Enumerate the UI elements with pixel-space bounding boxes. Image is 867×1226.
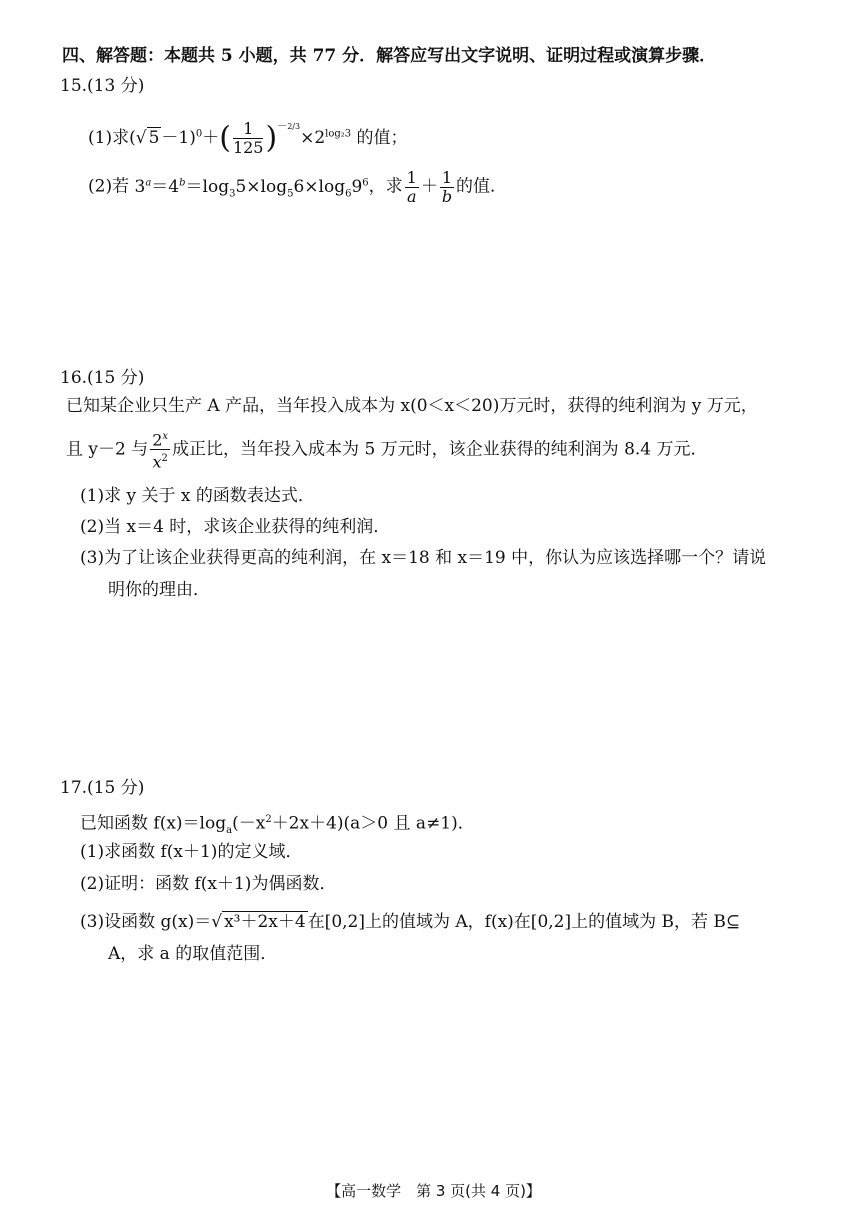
q17-part3-radicand: x³＋2x＋4 — [224, 912, 306, 932]
q16-score: (15 分) — [87, 368, 145, 388]
q15-part2: (2)若 $3^a=4^b=\log_35\times\log_56\times\log_69^6$，求 $\frac{1}{a}$ ＋ $\frac{1}{b}$ 的值． — [88, 167, 508, 206]
q17-stem-c: ＋2x＋4)(a＞0 且 a≠1)． — [271, 813, 475, 834]
q15-part2-mid: ，求 — [368, 176, 403, 197]
q15-part1-expr: (√ 5 －1)$^0$＋( $\frac{1}{125}$ )$^{-2/3}\times 2^{log_23}$ — [129, 119, 352, 157]
q17-header — [60, 776, 144, 800]
q15-number: 15. — [60, 76, 88, 96]
q17-stem — [80, 808, 475, 843]
q16-number: 16. — [60, 368, 88, 388]
q16-stem-part-b: 成正比，当年投入成本为 5 万元时，该企业获得的纯利润为 8.4 万元． — [172, 439, 708, 460]
page-footer: 【高一数学 第 3 页(共 4 页)】 — [326, 1182, 541, 1200]
q17-stem-sup: 2 — [265, 814, 272, 825]
q17-stem-sub: a — [226, 825, 233, 837]
q16-part1: (1)求 y 关于 x 的函数表达式． — [80, 486, 315, 506]
q15-frac-1b: $\frac{1}{b}$ — [441, 167, 453, 206]
section-header: 四、解答题：本题共 5 小题，共 77 分．解答应写出文字说明、证明过程或演算步骤． — [62, 46, 717, 66]
q16-stem-line1: 已知某企业只生产 A 产品，当年投入成本为 x(0＜x＜20)万元时，获得的纯利润为 y 万元， — [66, 396, 758, 416]
q15-part1-label: (1)求 — [88, 128, 130, 148]
q15-frac-1a: $\frac{1}{a}$ — [406, 167, 417, 206]
q16-part3-line1: (3)为了让该企业获得更高的纯利润，在 x＝18 和 x＝19 中，你认为应该选择哪一个？请说 — [80, 548, 767, 568]
q16-part3-line2: 明你的理由． — [108, 580, 210, 600]
q17-part3-pre: (3)设函数 g(x)＝ — [80, 912, 212, 932]
q16-header — [60, 366, 144, 390]
q17-part3-line2: A，求 a 的取值范围． — [108, 944, 278, 964]
q15-part2-expr: $3^a=4^b=\log_35\times\log_56\times\log_69^6$ — [134, 176, 369, 200]
q16-part2: (2)当 x＝4 时，求该企业获得的纯利润． — [80, 517, 391, 537]
q17-number: 17. — [60, 778, 88, 798]
q17-part1: (1)求函数 f(x＋1)的定义域． — [80, 842, 303, 862]
q17-score: (15 分) — [87, 778, 145, 798]
q17-part3-post: 在[0,2]上的值域为 A，f(x)在[0,2]上的值域为 B，若 B⊆ — [307, 912, 741, 932]
q15-part2-label: (2)若 — [88, 176, 130, 197]
q15-part2-tail: 的值． — [456, 176, 508, 197]
q17-stem-b: (－x — [232, 813, 266, 834]
q15-part1 — [88, 110, 408, 157]
q15-header — [60, 74, 144, 98]
q15-part1-tail: 的值； — [356, 128, 408, 148]
q16-stem-part-a: 且 y－2 与 — [66, 439, 149, 460]
q17-part2: (2)证明：函数 f(x＋1)为偶函数． — [80, 874, 337, 894]
q15-score: (13 分) — [87, 76, 145, 96]
q16-frac-2x-x2: $\frac{2^x}{x^2}$ — [150, 428, 170, 472]
q17-stem-a: 已知函数 f(x)＝log — [80, 813, 227, 834]
q16-stem-line2 — [66, 428, 708, 472]
q17-part3-line1: (3)设函数 g(x)＝√ x³＋2x＋4 在[0,2]上的值域为 A，f(x)在[0,2]上的值域为 B，若 B⊆ — [80, 912, 741, 932]
